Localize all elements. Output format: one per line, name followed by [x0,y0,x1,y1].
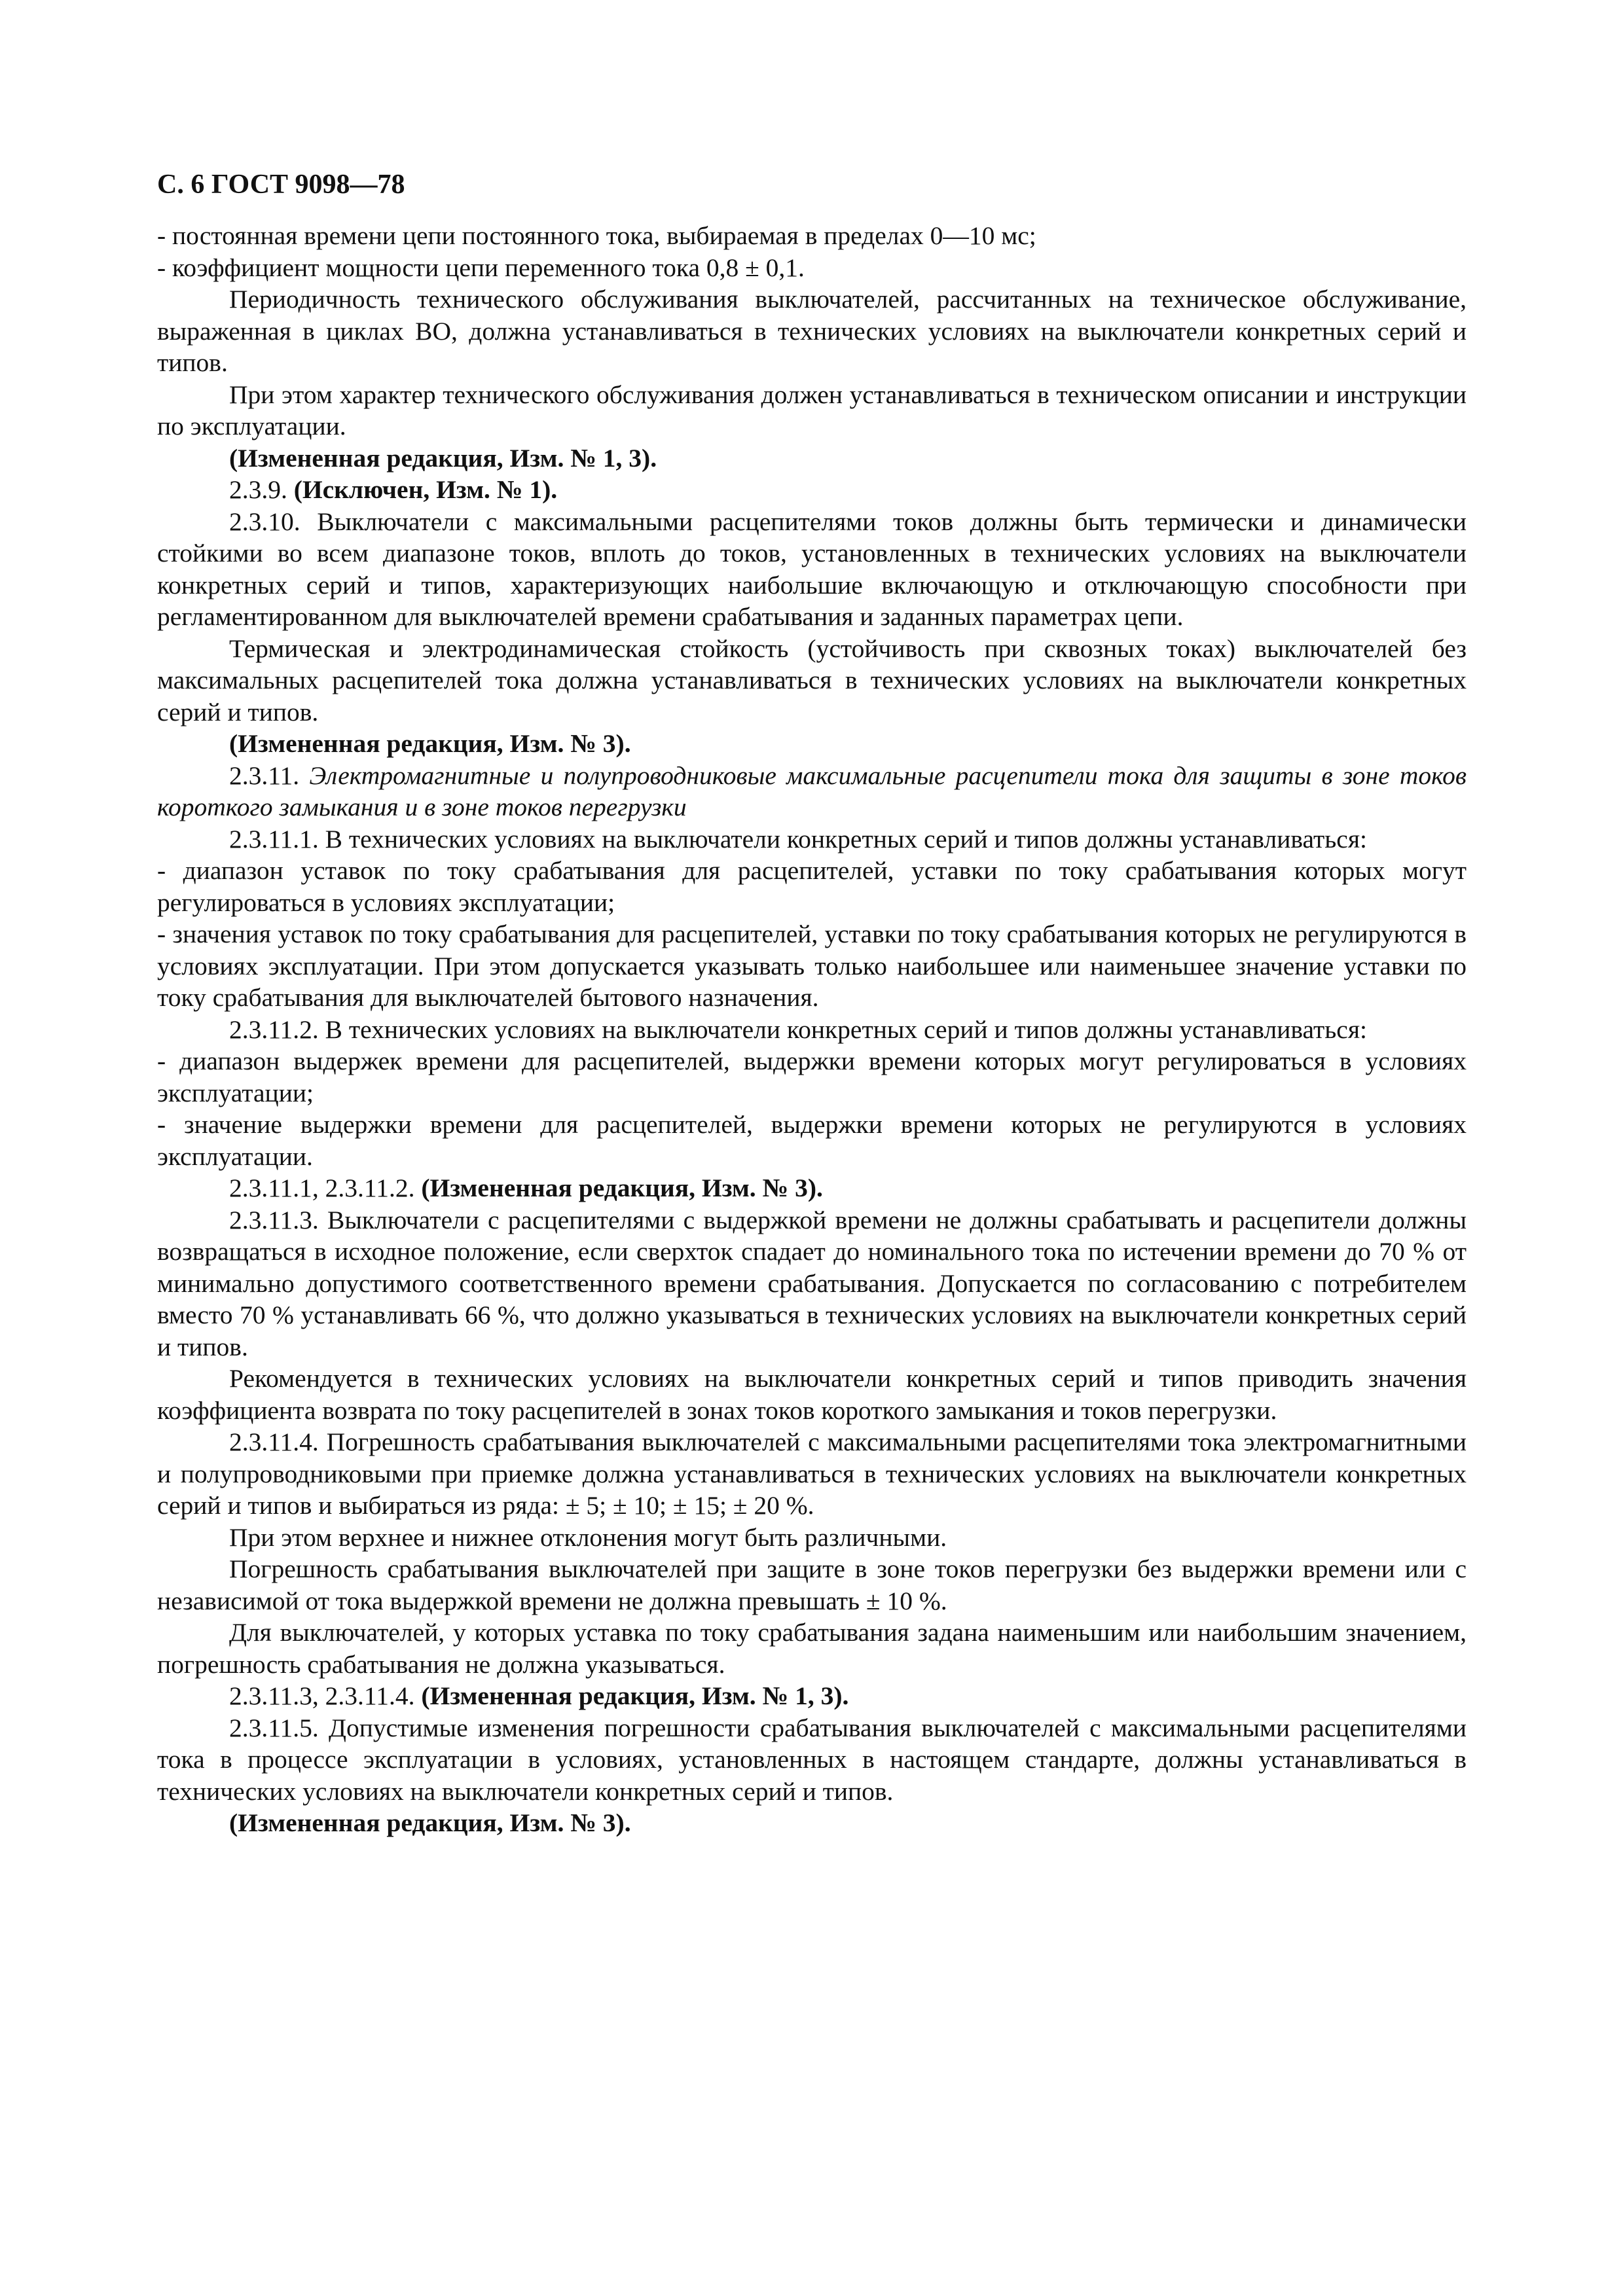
paragraph [157,1014,1467,1046]
bold-text: (Измененная редакция, Изм. № 3). [421,1174,823,1202]
list-item [157,252,1467,284]
text-run: 2.3.11.3. Выключатели с расцепителями с выдержкой времени не должны срабатывать и расцепители должны возвращаться в исходное положение, если сверхток спадает до номинального тока по истечении времени до 70 % от минимально допустимого соответственного времени срабатывания. Допускается по согласованию с потребителем вместо 70 % устанавливать 66 %, что должно указываться в технических условиях на выключатели конкретных серий и типов. [157,1205,1467,1361]
paragraph [157,1807,1467,1839]
list-item [157,918,1467,1014]
page-header: С. 6 ГОСТ 9098—78 [157,170,405,200]
paragraph [157,283,1467,379]
paragraph [157,1522,1467,1554]
document-page [157,169,1467,1839]
list-item [157,855,1467,918]
paragraph [157,1712,1467,1808]
paragraph [157,1553,1467,1617]
text-run: Рекомендуется в технических условиях на выключатели конкретных серий и типов приводить значения коэффициента возврата по току расцепителей в зонах токов короткого замыкания и токов перегрузки. [157,1364,1467,1425]
text-run: 2.3.11.1. В технических условиях на выключатели конкретных серий и типов должны устанавливаться: [229,824,1367,853]
text-run: Периодичность технического обслуживания выключателей, рассчитанных на техническое обслуживание, выраженная в циклах ВО, должна устанавливаться в технических условиях на выключатели конкретных серий и типов. [157,285,1467,377]
text-run: 2.3.11.4. Погрешность срабатывания выключателей с максимальными расцепителями тока электромагнитными и полупроводниковыми при приемке должна устанавливаться в технических условиях на выключатели конкретных серий и типов и выбираться из ряда: ± 5; ± 10; ± 15; ± 20 %. [157,1427,1467,1520]
bold-text: (Измененная редакция, Изм. № 3). [229,729,631,758]
bold-text: (Измененная редакция, Изм. № 3). [229,1808,631,1837]
text-run: - значения уставок по току срабатывания для расцепителей, уставки по току срабатывания которых не регулируются в условиях эксплуатации. При этом допускается указывать только наибольшее или наименьшее значение уставки по току срабатывания для выключателей бытового назначения. [157,920,1467,1012]
bold-text: (Измененная редакция, Изм. № 1, 3). [421,1681,849,1710]
paragraph [157,1617,1467,1680]
text-run: 2.3.9. [229,475,294,504]
text-run: При этом верхнее и нижнее отклонения могут быть различными. [229,1522,947,1552]
paragraph [157,728,1467,760]
document-body [157,220,1467,1839]
text-run: - диапазон уставок по току срабатывания для расцепителей, уставки по току срабатывания которых могут регулироваться в условиях эксплуатации; [157,856,1467,917]
text-run: 2.3.11.2. В технических условиях на выключатели конкретных серий и типов должны устанавливаться: [229,1014,1367,1044]
text-run: 2.3.11. [229,761,310,790]
text-run: - диапазон выдержек времени для расцепителей, выдержки времени которых могут регулироваться в условиях эксплуатации; [157,1047,1467,1107]
italic-text: Электромагнитные и полупроводниковые максимальные расцепители тока для защиты в зоне токов короткого замыкания и в зоне токов перегрузки [157,761,1467,821]
text-run: - коэффициент мощности цепи переменного тока 0,8 ± 0,1. [157,253,805,282]
bold-text: (Исключен, Изм. № 1). [293,475,558,504]
text-run: 2.3.11.5. Допустимые изменения погрешности срабатывания выключателей с максимальными расцепителями тока в процессе эксплуатации в условиях, установленных в настоящем стандарте, должны устанавливаться в технических условиях на выключатели конкретных серий и типов. [157,1713,1467,1806]
paragraph [157,1680,1467,1712]
bold-text: (Измененная редакция, Изм. № 1, 3). [229,443,657,473]
text-run: Погрешность срабатывания выключателей при защите в зоне токов перегрузки без выдержки времени или с независимой от тока выдержкой времени не должна превышать ± 10 %. [157,1554,1467,1615]
list-item [157,1109,1467,1172]
text-run: 2.3.11.1, 2.3.11.2. [229,1174,422,1202]
paragraph [157,506,1467,633]
paragraph [157,633,1467,728]
list-item [157,220,1467,252]
text-run: 2.3.11.3, 2.3.11.4. [229,1681,422,1710]
paragraph [157,1204,1467,1363]
text-run: 2.3.10. Выключатели с максимальными расцепителями токов должны быть термически и динамически стойкими во всем диапазоне токов, вплоть до токов, установленных в технических условиях на выключатели конкретных серий и типов, характеризующих наибольшие включающую и отключающую способности при регламентированном для выключателей времени срабатывания и заданных параметрах цепи. [157,507,1467,631]
paragraph [157,823,1467,855]
paragraph [157,474,1467,506]
paragraph [157,1363,1467,1426]
paragraph [157,760,1467,823]
paragraph [157,1172,1467,1204]
paragraph [157,442,1467,475]
paragraph [157,379,1467,442]
text-run: - значение выдержки времени для расцепителей, выдержки времени которых не регулируются в условиях эксплуатации. [157,1110,1467,1171]
text-run: - постоянная времени цепи постоянного тока, выбираемая в пределах 0—10 мс; [157,221,1036,250]
text-run: При этом характер технического обслуживания должен устанавливаться в техническом описании и инструкции по эксплуатации. [157,380,1467,440]
text-run: Термическая и электродинамическая стойкость (устойчивость при сквозных токах) выключателей без максимальных расцепителей тока должна устанавливаться в технических условиях на выключатели конкретных серий и типов. [157,634,1467,726]
paragraph [157,1426,1467,1522]
list-item [157,1045,1467,1109]
text-run: Для выключателей, у которых уставка по току срабатывания задана наименьшим или наибольшим значением, погрешность срабатывания не должна указываться. [157,1618,1467,1679]
